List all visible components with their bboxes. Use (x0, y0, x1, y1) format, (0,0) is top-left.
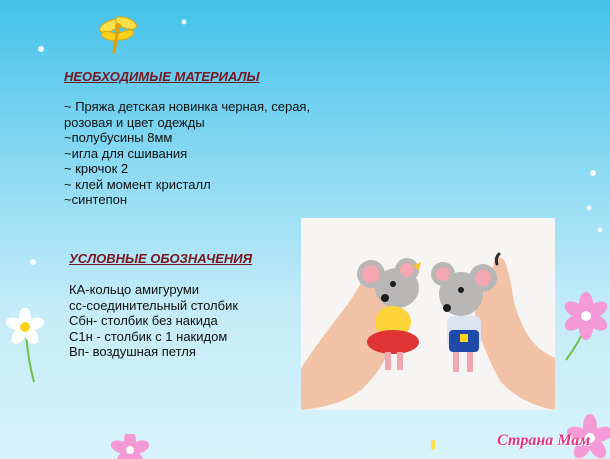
dragonfly-icon (96, 14, 140, 54)
sparkle-icon (585, 204, 593, 212)
list-item: розовая и цвет одежды (64, 114, 205, 130)
materials-heading: НЕОБХОДИМЫЕ МАТЕРИАЛЫ (64, 69, 260, 84)
list-item: ~ клей момент кристалл (64, 176, 211, 192)
list-item: ~ Пряжа детская новинка черная, серая, (64, 99, 311, 114)
list-item: ~игла для сшивания (64, 145, 188, 161)
list-item: С1н - столбик с 1 накидом (69, 328, 228, 344)
list-item: КА-кольцо амигуруми (69, 282, 200, 297)
materials-list (64, 99, 310, 208)
list-item: Сбн- столбик без накида (69, 313, 218, 328)
watermark-logo: Страна Мам (497, 432, 591, 449)
flower-icon (4, 308, 48, 384)
sparkle-icon (28, 257, 38, 267)
sparkle-icon (428, 440, 438, 452)
list-item: Вп- воздушная петля (69, 344, 196, 359)
sparkle-icon (180, 18, 188, 26)
flower-icon (108, 434, 152, 459)
list-item: ~синтепон (64, 192, 128, 207)
list-item: сс-соединительный столбик (69, 297, 239, 313)
sparkle-icon (596, 226, 604, 234)
list-item: ~ крючок 2 (64, 161, 129, 176)
mice-photo (301, 218, 555, 410)
sparkle-icon (36, 44, 46, 54)
abbreviation-list (69, 282, 238, 360)
sparkle-icon (588, 168, 598, 178)
legend-heading: УСЛОВНЫЕ ОБОЗНАЧЕНИЯ (69, 251, 253, 266)
flower-icon (556, 286, 610, 362)
list-item: ~полубусины 8мм (64, 130, 173, 145)
